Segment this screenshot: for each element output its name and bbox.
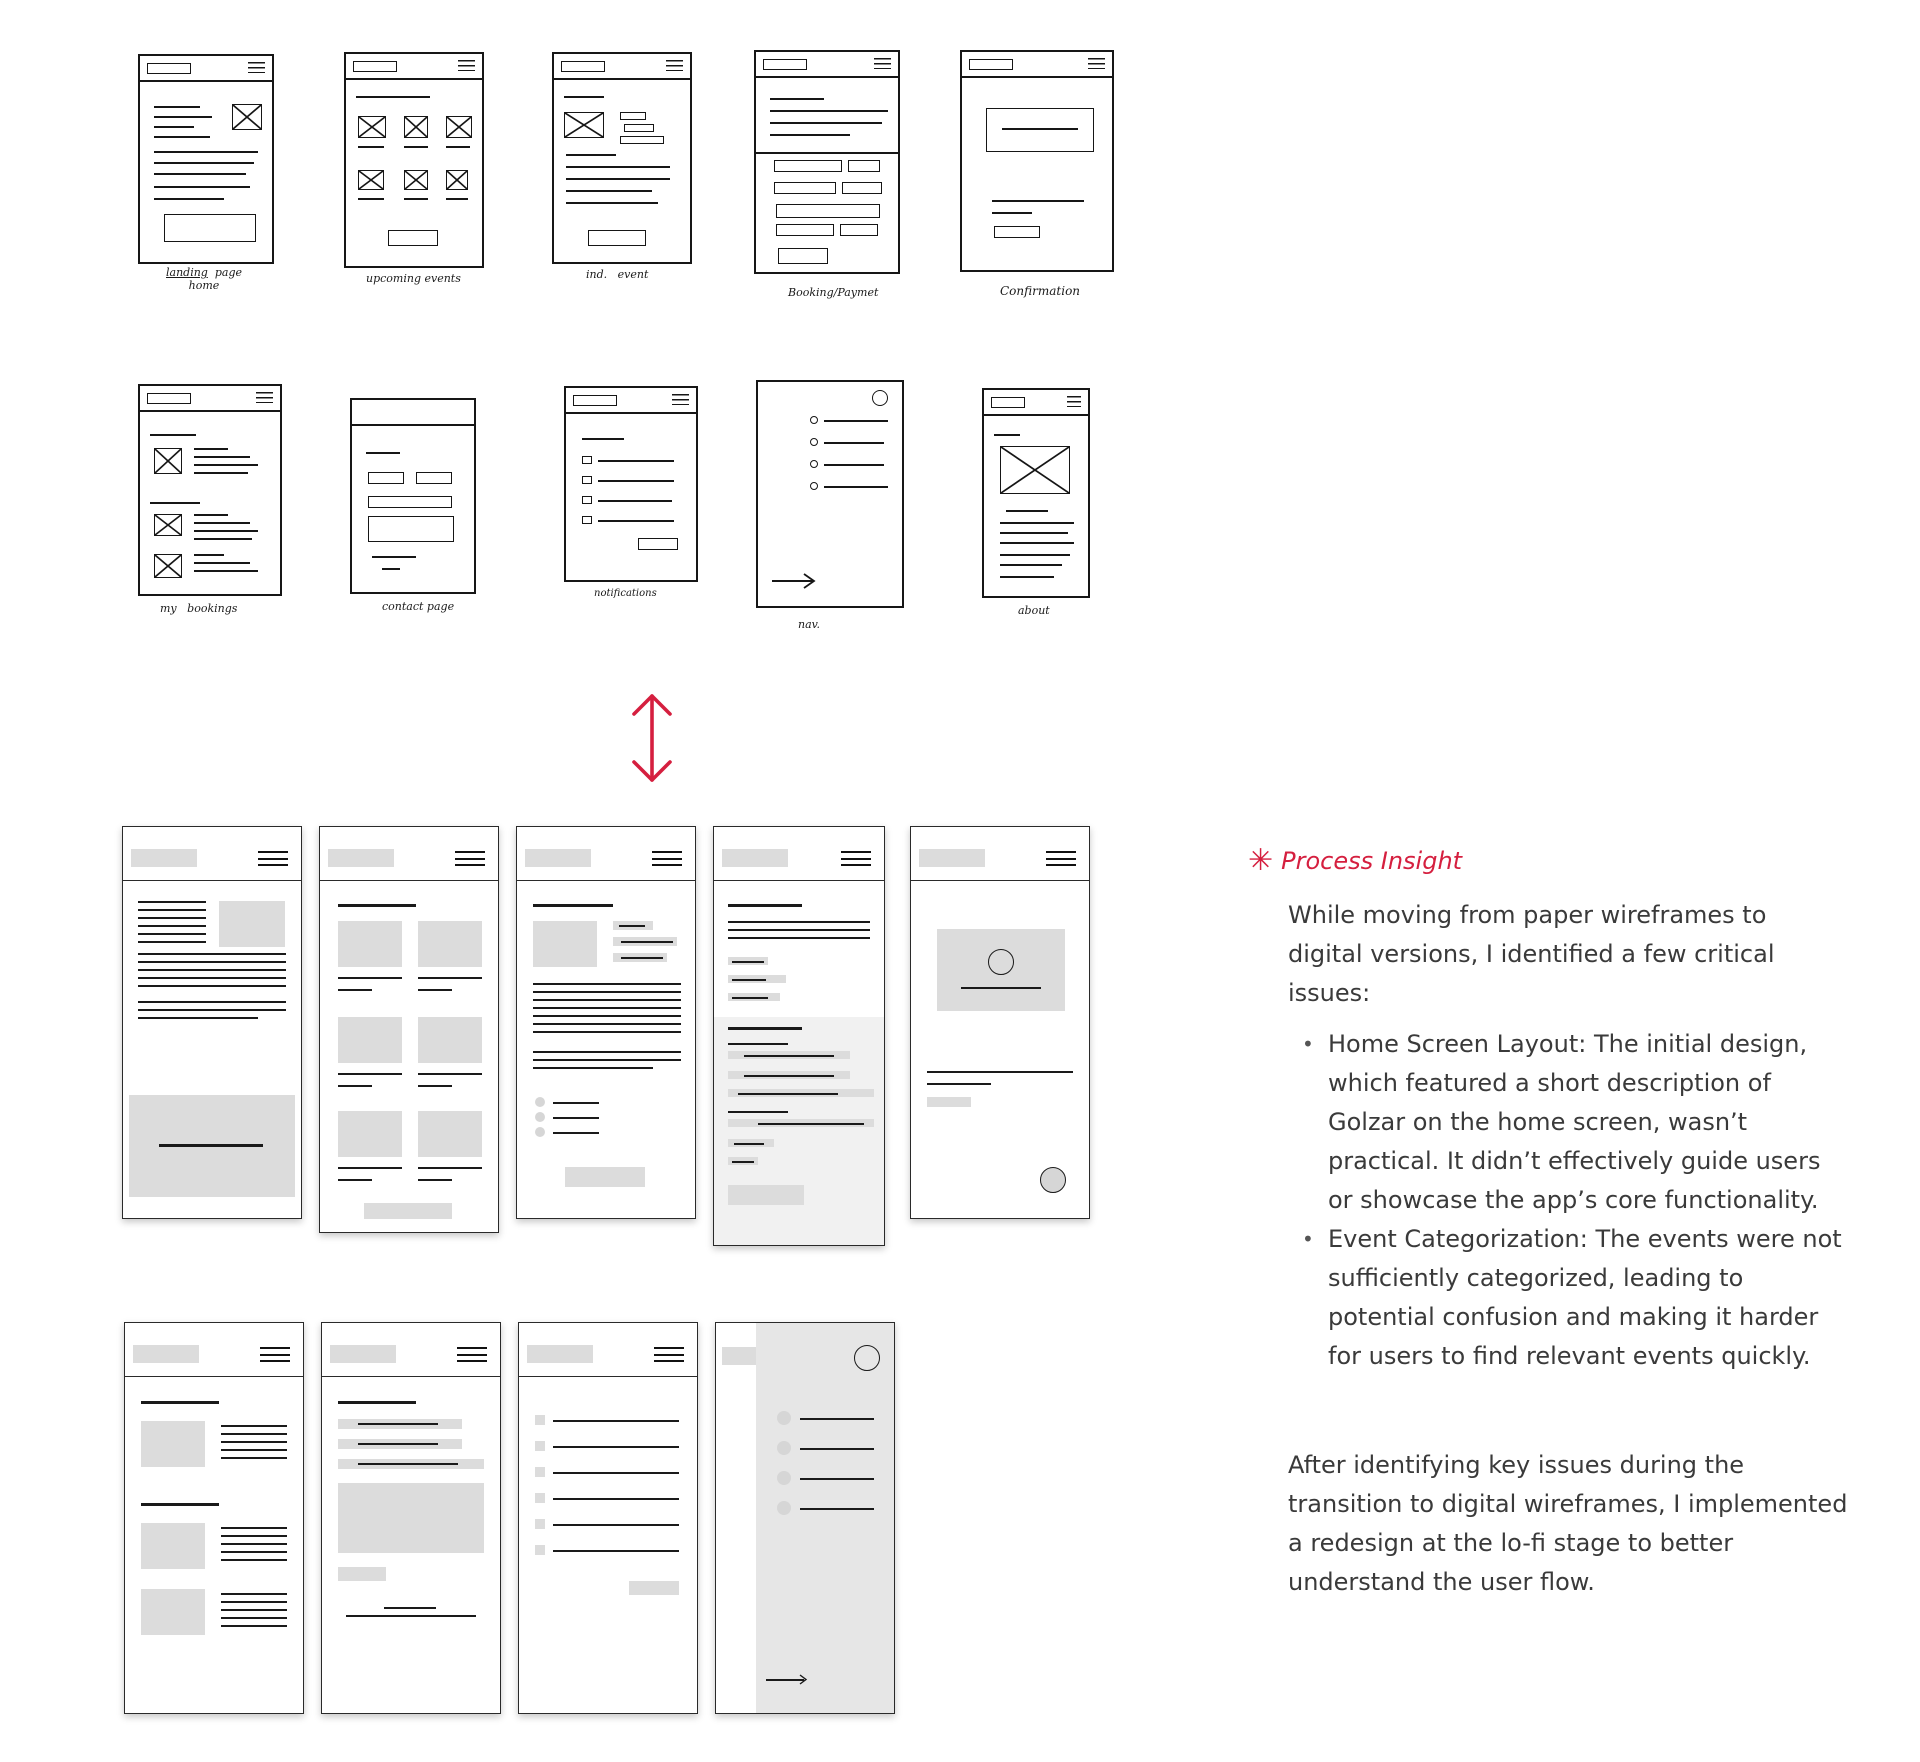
sketch-label-booking: Booking/Paymet — [788, 286, 879, 299]
arrow-right-icon — [798, 1674, 808, 1685]
process-insight-intro: While moving from paper wireframes to digital versions, I identified a few critical issues: — [1288, 901, 1775, 1007]
sketch-confirmation — [960, 50, 1114, 272]
menu-icon — [1067, 396, 1081, 407]
sketch-label-landing-3: home — [188, 279, 220, 292]
process-insight-panel — [1248, 843, 1848, 1602]
menu-icon — [260, 1347, 290, 1363]
sketch-label-notifications: notifications — [594, 588, 657, 599]
menu-icon — [672, 394, 689, 405]
menu-icon — [666, 60, 683, 71]
wireframe-booking-payment — [713, 826, 885, 1246]
sketch-label-confirmation: Confirmation — [1000, 284, 1081, 298]
issues-list — [1248, 1025, 1848, 1376]
sketch-landing-page — [138, 54, 274, 264]
sketch-label-nav: nav. — [798, 618, 821, 631]
menu-icon — [457, 1347, 487, 1363]
menu-icon — [256, 392, 273, 403]
wireframe-contact — [321, 1322, 501, 1714]
sketch-my-bookings — [138, 384, 282, 596]
sketch-label-landing-1: landing — [166, 266, 208, 279]
menu-icon — [654, 1347, 684, 1363]
issue-home-screen-layout: • Home Screen Layout: The initial design, which featured a short description of Golzar on the home screen, wasn’t practical. It didn’t effectively guide users or showcase the app’s core functionality. — [1328, 1025, 1848, 1220]
wireframe-navigation — [715, 1322, 895, 1714]
menu-icon — [1046, 851, 1076, 867]
menu-icon — [1088, 58, 1105, 69]
process-insight-outro: After identifying key issues during the transition to digital wireframes, I implemented a redesign at the lo-fi stage to better understand the user flow. — [1288, 1451, 1848, 1596]
asterisk-icon: ✳ — [1248, 843, 1274, 878]
sketch-label-contact: contact page — [382, 600, 455, 613]
menu-icon — [652, 851, 682, 867]
arrow-right-icon — [802, 572, 818, 590]
sketch-label-bookings: bookings — [187, 602, 238, 615]
sketch-label-about: about — [1018, 604, 1050, 617]
wireframe-confirmation — [910, 826, 1090, 1219]
wireframe-home — [122, 826, 302, 1219]
wireframe-notifications — [518, 1322, 698, 1714]
wireframe-individual-event — [516, 826, 696, 1219]
sketch-label-ind-1: ind. — [586, 268, 608, 281]
menu-icon — [258, 851, 288, 867]
menu-icon — [841, 851, 871, 867]
menu-icon — [874, 58, 891, 69]
process-insight-heading: Process Insight — [1281, 847, 1463, 875]
sketch-navigation — [756, 380, 904, 608]
sketch-label-ind-2: event — [617, 268, 649, 281]
sketch-individual-event — [552, 52, 692, 264]
menu-icon — [248, 62, 265, 73]
double-arrow-icon — [630, 692, 674, 784]
sketch-booking-payment — [754, 50, 900, 274]
sketch-label-landing-2: page — [214, 266, 243, 279]
sketch-label-upcoming: upcoming events — [366, 272, 461, 285]
sketch-label-my: my — [160, 602, 177, 615]
sketch-contact-page — [350, 398, 476, 594]
process-insight-title — [1248, 843, 1848, 878]
menu-icon — [455, 851, 485, 867]
wireframe-my-bookings — [124, 1322, 304, 1714]
sketch-notifications — [564, 386, 698, 582]
sketch-about — [982, 388, 1090, 598]
issue-event-categorization: • Event Categorization: The events were not sufficiently categorized, leading to potential confusion and making it harder for users to find relevant events quickly. — [1328, 1220, 1848, 1376]
wireframe-upcoming-events — [319, 826, 499, 1233]
menu-icon — [458, 60, 475, 71]
sketch-upcoming-events — [344, 52, 484, 268]
